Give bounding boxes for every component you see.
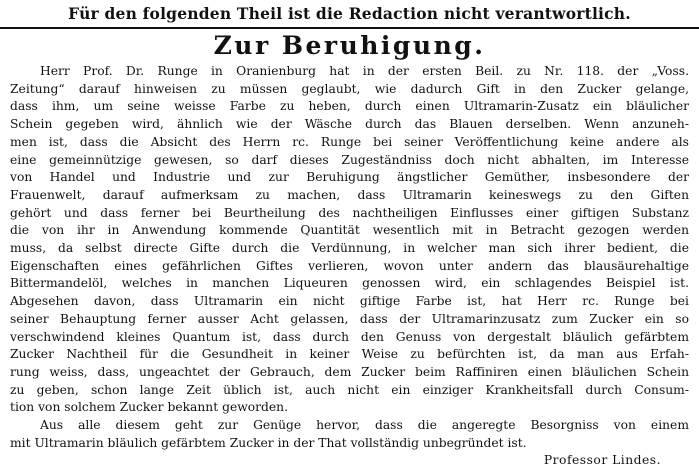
body-line: zu geben, schon lange Zeit üblich ist, auch nicht ein einziger Krankheitsfall durch Consum- bbox=[10, 382, 689, 397]
body-line: Herr Prof. Dr. Runge in Oranienburg hat in der ersten Beil. zu Nr. 118. der „Voss. bbox=[40, 64, 689, 78]
body-line: die von ihr in Anwendung kommende Quantität wesentlich mit in Betracht gezogen werden bbox=[10, 223, 689, 238]
body-line: Bittermandelöl, welches in manchen Liqueuren genossen wird, ein schlagendes Beispiel ist. bbox=[10, 276, 689, 291]
body-line: von Handel und Industrie und zur Beruhigung ängstlicher Gemüther, insbesondere der bbox=[10, 170, 689, 185]
body-line: dass ihm, um seine weisse Farbe zu heben, durch einen Ultramarin-Zusatz ein bläulicher bbox=[10, 99, 689, 114]
editorial-disclaimer: Für den folgenden Theil ist die Redaction nicht verantwortlich. bbox=[68, 4, 631, 23]
body-line: Frauenwelt, darauf aufmerksam zu machen, dass Ultramarin keineswegs zu den Giften bbox=[10, 187, 689, 202]
closing-line: Aus alle diesem geht zur Genüge hervor, dass die angeregte Besorgniss von einem bbox=[40, 418, 689, 433]
body-line: Abgesehen davon, dass Ultramarin ein nicht giftige Farbe ist, hat Herr rc. Runge bei bbox=[10, 294, 689, 309]
body-line: verschwindend kleines Quantum ist, dass durch den Genuss von dergestalt bläulich gefärbtem bbox=[10, 329, 689, 344]
body-line: tion von solchem Zucker bekannt geworden. bbox=[10, 400, 289, 415]
body-line: men ist, dass die Absicht des Herrn rc. Runge bei seiner Veröffentlichung keine andere als bbox=[10, 134, 689, 149]
body-line: eine gemeinnützige gewesen, so darf dieses Zugeständniss doch nicht abhalten, im Interesse bbox=[10, 152, 689, 167]
body-line: rung weiss, dass, ungeachtet der Gebrauch, dem Zucker beim Raffiniren einen bläulichen Schein bbox=[10, 364, 689, 379]
body-line: seiner Behauptung ferner ausser Acht gelassen, dass der Ultramarinzusatz zum Zucker ein so bbox=[10, 311, 689, 326]
body-line: Zeitung“ darauf hinweisen zu müssen geglaubt, wie dadurch Gift in den Zucker gelange, bbox=[10, 81, 689, 96]
closing-line: mit Ultramarin bläulich gefärbtem Zucker in der That vollständig unbegründet ist. bbox=[10, 435, 527, 450]
body-line: muss, da selbst directe Gifte durch die Verdünnung, in welcher man sich ihrer bedient, die bbox=[10, 241, 689, 256]
body-line: Schein gegeben wird, ähnlich wie der Wäsche durch das Blauen derselben. Wenn anzuneh- bbox=[10, 117, 689, 132]
body-line: gehört und dass ferner bei Beurtheilung des nachtheiligen Einflusses einer giftigen Substanz bbox=[10, 205, 689, 220]
body-line: Zucker Nachtheil für die Gesundheit in keiner Weise zu befürchten ist, da man aus Erfah- bbox=[10, 347, 689, 362]
article-title: Zur Beruhigung. bbox=[213, 31, 486, 60]
body-line: Eigenschaften eines gefährlichen Giftes verlieren, wovon unter andern das blausäurehaltige bbox=[10, 258, 689, 273]
author-signature: Professor Lindes. bbox=[543, 453, 661, 468]
article-body bbox=[10, 63, 689, 452]
